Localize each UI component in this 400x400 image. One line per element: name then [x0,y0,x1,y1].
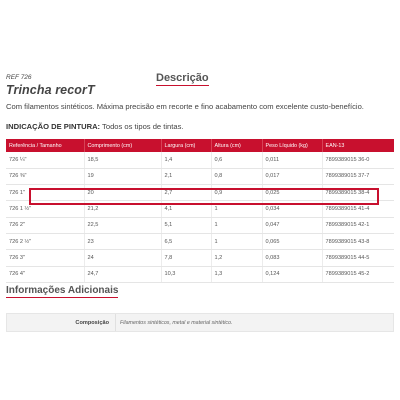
column-header: Comprimento (cm) [84,139,161,152]
table-row [6,168,394,184]
heading-underline [6,297,118,299]
paint-indication-label: INDICAÇÃO DE PINTURA: [6,122,101,131]
product-title: Trincha recorT [6,83,95,97]
table-cell: 7899389015 45-2 [322,266,394,282]
table-cell: 726 4" [6,266,84,282]
description-heading [156,72,209,84]
table-cell: 1,4 [161,152,211,168]
table-cell: 726 2 ½" [6,233,84,249]
table-cell: 0,025 [262,185,322,201]
composition-value: Filamentos sintéticos, metal e material sintético. [120,320,233,326]
column-header: Largura (cm) [161,139,211,152]
column-header: Altura (cm) [211,139,262,152]
table-cell: 20 [84,185,161,201]
table-cell: 23 [84,233,161,249]
table-row [6,217,394,233]
table-row [6,152,394,168]
table-cell: 7899389015 44-5 [322,250,394,266]
table-cell: 726 1" [6,185,84,201]
table-cell: 18,5 [84,152,161,168]
table-cell: 24 [84,250,161,266]
table-cell: 7899389015 37-7 [322,168,394,184]
table-cell: 0,047 [262,217,322,233]
column-header: EAN-13 [322,139,394,152]
additional-info-heading-text: Informações Adicionais [6,285,119,296]
table-cell: 10,3 [161,266,211,282]
table-row [6,201,394,217]
composition-separator [115,314,116,331]
table-cell: 0,8 [211,168,262,184]
product-ref: REF 726 [6,74,32,81]
table-cell: 24,7 [84,266,161,282]
table-cell: 7899389015 43-8 [322,233,394,249]
table-cell: 4,1 [161,201,211,217]
paint-indication [6,122,184,131]
table-cell: 726 ¼" [6,152,84,168]
table-cell: 7899389015 42-1 [322,217,394,233]
table-cell: 7899389015 36-0 [322,152,394,168]
column-header: Referência / Tamanho [6,139,84,152]
table-cell: 0,065 [262,233,322,249]
composition-label: Composição [75,320,109,326]
table-cell: 726 ⅜" [6,168,84,184]
composition-row [6,313,394,332]
table-cell: 22,5 [84,217,161,233]
table-row [6,250,394,266]
table-cell: 726 2" [6,217,84,233]
table-row [6,233,394,249]
table-cell: 2,1 [161,168,211,184]
table-cell: 6,5 [161,233,211,249]
table-cell: 0,083 [262,250,322,266]
table-cell: 0,017 [262,168,322,184]
table-cell: 1 [211,233,262,249]
table-row [6,185,394,201]
heading-underline [156,85,209,87]
table-cell: 0,6 [211,152,262,168]
description-text: Com filamentos sintéticos. Máxima precisão em recorte e fino acabamento com excelente custo-benefício. [6,102,364,111]
table-cell: 2,7 [161,185,211,201]
table-cell: 19 [84,168,161,184]
table-cell: 726 1 ½" [6,201,84,217]
table-cell: 726 3" [6,250,84,266]
table-cell: 5,1 [161,217,211,233]
description-heading-text: Descrição [156,72,209,84]
table-cell: 7899389015 38-4 [322,185,394,201]
table-row [6,266,394,282]
spec-table [6,139,394,283]
table-cell: 1 [211,217,262,233]
table-cell: 7899389015 41-4 [322,201,394,217]
table-cell: 7,8 [161,250,211,266]
table-cell: 1,3 [211,266,262,282]
table-cell: 1 [211,201,262,217]
additional-info-heading [6,285,118,296]
spec-table-header [6,139,394,152]
table-cell: 0,124 [262,266,322,282]
table-cell: 1,2 [211,250,262,266]
column-header: Peso Líquido (kg) [262,139,322,152]
table-cell: 0,034 [262,201,322,217]
table-cell: 0,011 [262,152,322,168]
table-cell: 0,9 [211,185,262,201]
spec-table-body [6,152,394,282]
spec-table-wrapper [6,139,394,283]
table-cell: 21,2 [84,201,161,217]
paint-indication-value: Todos os tipos de tintas. [100,122,184,131]
